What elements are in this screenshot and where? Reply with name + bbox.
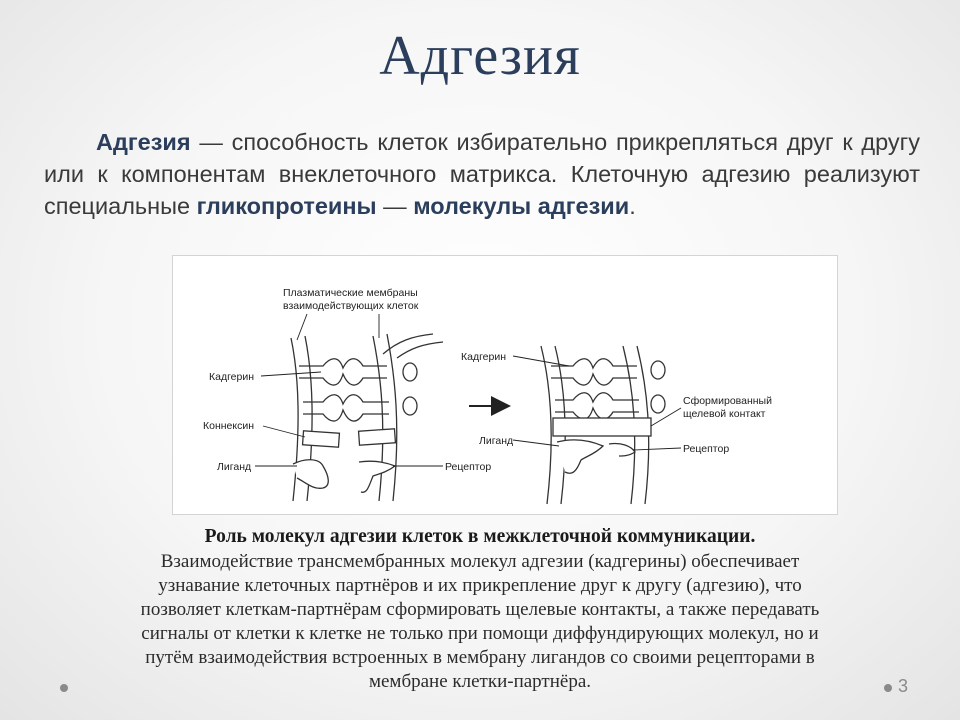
caption-line: мембране клетки-партнёра.	[368, 671, 592, 692]
label-membranes-2: взаимодействующих клеток	[283, 300, 419, 312]
right-ligand-receptor	[557, 440, 635, 473]
intro-paragraph	[44, 126, 920, 222]
term-adhesion: Адгезия	[96, 129, 191, 155]
caption-body	[48, 550, 912, 694]
left-cadherins	[299, 359, 417, 421]
caption-line: Взаимодействие трансмембранных молекул адгезии (кадгерины) обеспечивает	[160, 551, 800, 572]
right-gap-junction	[553, 418, 651, 436]
label-ligand-right: Лиганд	[479, 435, 514, 447]
adhesion-diagram	[172, 255, 838, 515]
caption-line: узнавание клеточных партнёров и их прикрепление друг к другу (адгезию), что	[158, 575, 802, 596]
decor-dot-left	[60, 684, 68, 692]
label-cadherin-left: Кадгерин	[209, 371, 255, 383]
caption-line: позволяет клеткам-партнёрам сформировать щелевые контакты, а также передавать	[140, 599, 820, 620]
left-connexins	[303, 429, 396, 447]
term-adhesion-molecules: молекулы адгезии	[413, 193, 630, 219]
label-receptor-right: Рецептор	[683, 443, 730, 455]
intro-text-2: —	[376, 193, 414, 219]
intro-text-1: — способность клеток избирательно прикрепляться друг к другу или к компонентам внеклеточного матрикса. Клеточную адгезию реализуют специальные	[44, 129, 920, 219]
decor-dot-right	[884, 684, 892, 692]
caption-line: сигналы от клетки к клетке не только при помощи диффундирующих молекул, но и	[141, 623, 819, 644]
label-ligand-left: Лиганд	[217, 461, 252, 473]
term-glycoproteins: гликопротеины	[196, 193, 377, 219]
label-cadherin-right: Кадгерин	[461, 351, 507, 363]
label-connexin: Коннексин	[203, 420, 255, 432]
slide-title: Адгезия	[379, 25, 581, 87]
figure-caption	[48, 524, 912, 694]
intro-text-3: .	[629, 193, 636, 219]
label-gap-contact-1: Сформированный	[683, 395, 772, 407]
caption-title: Роль молекул адгезии клеток в межклеточной коммуникации.	[204, 526, 756, 547]
caption-line: путём взаимодействия встроенных в мембрану лигандов со своими рецепторами в	[145, 647, 815, 668]
label-membranes-1: Плазматические мембраны	[283, 287, 418, 299]
label-gap-contact-2: щелевой контакт	[683, 408, 766, 420]
slide-number: 3	[898, 676, 909, 696]
diagram-svg	[173, 256, 837, 514]
label-receptor-left: Рецептор	[445, 461, 492, 473]
